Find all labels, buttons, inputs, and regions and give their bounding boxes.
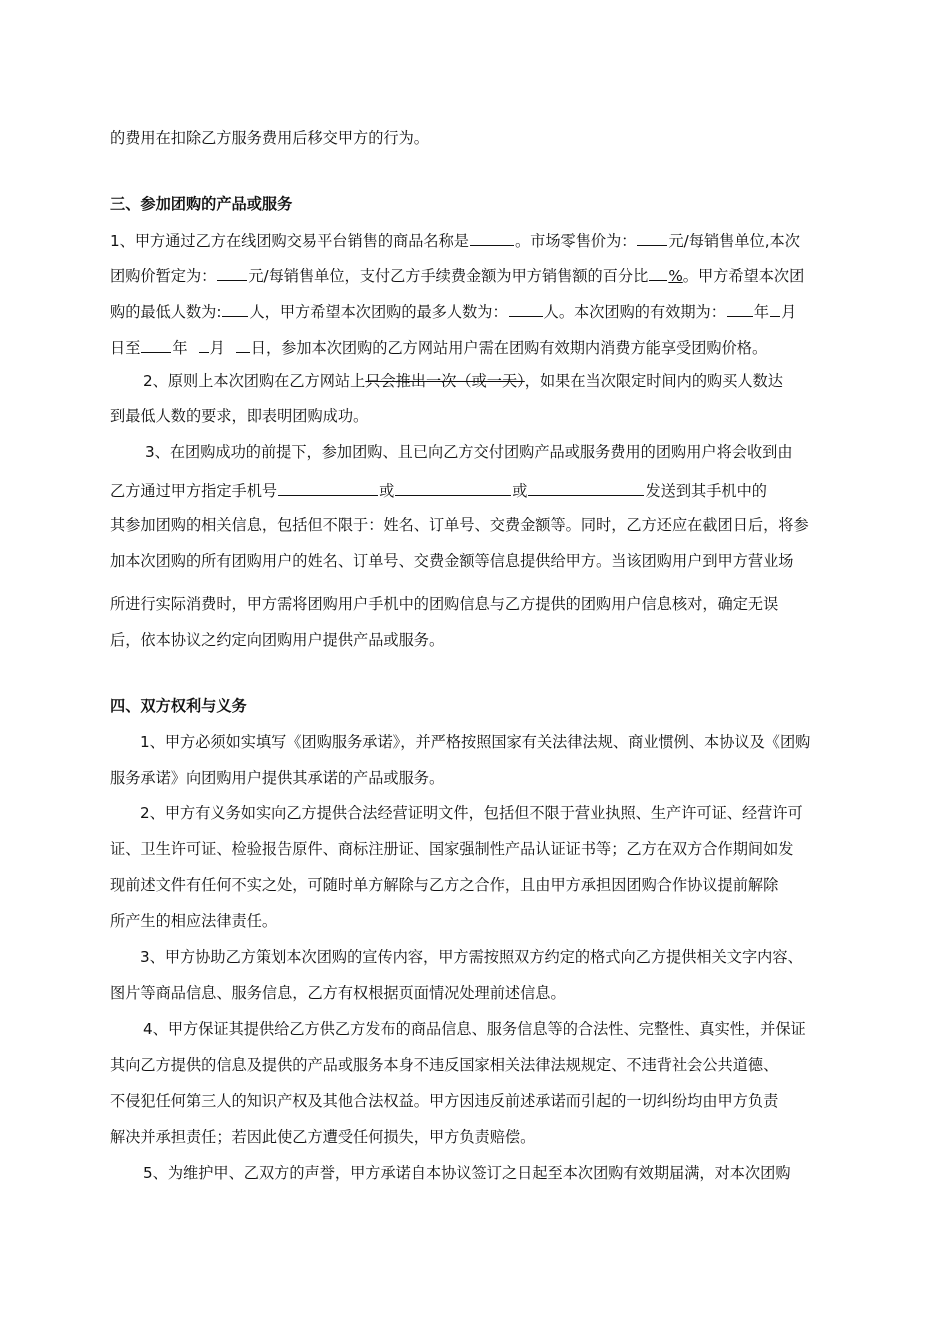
paragraph-line: 所产生的相应法律责任。: [110, 912, 278, 930]
paragraph-line: 到最低人数的要求，即表明团购成功。: [110, 407, 369, 425]
section-heading-4: 四、双方权利与义务: [110, 697, 247, 715]
text-run: 。市场零售价为：: [514, 232, 637, 250]
paragraph-line: 所进行实际消费时，甲方需将团购用户手机中的团购信息与乙方提供的团购用户信息核对，确定无误: [110, 595, 779, 613]
text-run: 元/每销售单位,本次: [668, 232, 800, 250]
blank-field-retail-price[interactable]: [637, 229, 667, 246]
paragraph-line: 3、在团购成功的前提下，参加团购、且已向乙方交付团购产品或服务费用的团购用户将会收到由: [145, 443, 793, 461]
text-run: 团购价暂定为：: [110, 267, 217, 285]
text-run: 元/每销售单位，支付乙方手续费金额为甲方销售额的百分比: [248, 267, 649, 285]
text-run: 2、原则上本次团购在乙方网站上: [143, 372, 366, 390]
blank-field-product-name[interactable]: [470, 229, 514, 246]
paragraph-line: 的费用在扣除乙方服务费用后移交甲方的行为。: [110, 129, 429, 147]
blank-field-phone-1[interactable]: [278, 479, 378, 496]
blank-field-percentage[interactable]: [649, 264, 667, 281]
blank-field-min-people[interactable]: [222, 300, 248, 317]
paragraph-line: 服务承诺》向团购用户提供其承诺的产品或服务。: [110, 769, 445, 787]
paragraph-line: [110, 229, 800, 251]
text-run: 日至: [110, 339, 141, 357]
paragraph-line: [110, 300, 796, 322]
paragraph-line: 其向乙方提供的信息及提供的产品或服务本身不违反国家相关法律法规规定、不违背社会公共道德、: [110, 1056, 779, 1074]
text-run: 乙方通过甲方指定手机号: [110, 482, 278, 500]
struck-text: 只会推出一次（或一天）: [365, 372, 525, 390]
paragraph-line: 解决并承担责任；若因此使乙方遭受任何损失，甲方负责赔偿。: [110, 1128, 536, 1146]
text-run: 。甲方希望本次团: [682, 267, 805, 285]
paragraph-line: 2、甲方有义务如实向乙方提供合法经营证明文件，包括但不限于营业执照、生产许可证、经营许可: [140, 804, 803, 822]
paragraph-line: [110, 479, 767, 501]
paragraph-line: 加本次团购的所有团购用户的姓名、订单号、交费金额等信息提供给甲方。当该团购用户到甲方营业场: [110, 552, 794, 570]
paragraph-line: 其参加团购的相关信息，包括但不限于：姓名、订单号、交费金额等。同时，乙方还应在截团日后，将参: [110, 516, 809, 534]
text-run: 或: [379, 482, 395, 500]
blank-field-start-year[interactable]: [727, 300, 753, 317]
text-run: 月: [209, 339, 225, 357]
paragraph-line: 证、卫生许可证、检验报告原件、商标注册证、国家强制性产品认证证书等；乙方在双方合作期间如发: [110, 840, 794, 858]
paragraph-line: 3、甲方协助乙方策划本次团购的宣传内容，甲方需按照双方约定的格式向乙方提供相关文字内容、: [140, 948, 803, 966]
blank-field-phone-2[interactable]: [395, 479, 511, 496]
paragraph-line: 4、甲方保证其提供给乙方供乙方发布的商品信息、服务信息等的合法性、完整性、真实性，并保证: [143, 1020, 806, 1038]
paragraph-line: 图片等商品信息、服务信息，乙方有权根据页面情况处理前述信息。: [110, 984, 566, 1002]
text-run: ，如果在当次限定时间内的购买人数达: [524, 372, 783, 390]
text-run: 购的最低人数为:: [110, 303, 222, 321]
text-run: 日，参加本次团购的乙方网站用户需在团购有效期内消费方能享受团购价格。: [250, 339, 768, 357]
blank-field-start-month[interactable]: [770, 300, 780, 317]
blank-field-group-price[interactable]: [217, 264, 247, 281]
text-run: 人，甲方希望本次团购的最多人数为：: [249, 303, 508, 321]
paragraph-line: 5、为维护甲、乙双方的声誉，甲方承诺自本协议签订之日起至本次团购有效期届满，对本次团购: [143, 1164, 791, 1182]
paragraph-line: 后，依本协议之约定向团购用户提供产品或服务。: [110, 631, 445, 649]
text-run: 月: [781, 303, 797, 321]
paragraph-line: 1、甲方必须如实填写《团购服务承诺》，并严格按照国家有关法律法规、商业惯例、本协议及《团购: [140, 733, 811, 751]
paragraph-line: [110, 336, 767, 358]
text-run: 年: [172, 339, 188, 357]
blank-field-max-people[interactable]: [509, 300, 543, 317]
paragraph-line: 不侵犯任何第三人的知识产权及其他合法权益。甲方因违反前述承诺而引起的一切纠纷均由甲方负责: [110, 1092, 779, 1110]
blank-field-end-month[interactable]: [199, 336, 209, 353]
paragraph-line: [143, 371, 783, 391]
section-heading-3: 三、参加团购的产品或服务: [110, 195, 293, 213]
text-run: 1、甲方通过乙方在线团购交易平台销售的商品名称是: [110, 232, 469, 250]
text-run: %: [668, 267, 683, 285]
text-run: 年: [753, 303, 770, 321]
text-run: 或: [512, 482, 528, 500]
blank-field-end-year[interactable]: [141, 336, 171, 353]
paragraph-line: [110, 264, 804, 286]
paragraph-line: 现前述文件有任何不实之处，可随时单方解除与乙方之合作，且由甲方承担因团购合作协议提前解除: [110, 876, 779, 894]
blank-field-end-day[interactable]: [236, 336, 250, 353]
text-run: 人。本次团购的有效期为：: [543, 303, 726, 321]
blank-field-phone-3[interactable]: [528, 479, 644, 496]
text-run: 发送到其手机中的: [645, 482, 767, 500]
